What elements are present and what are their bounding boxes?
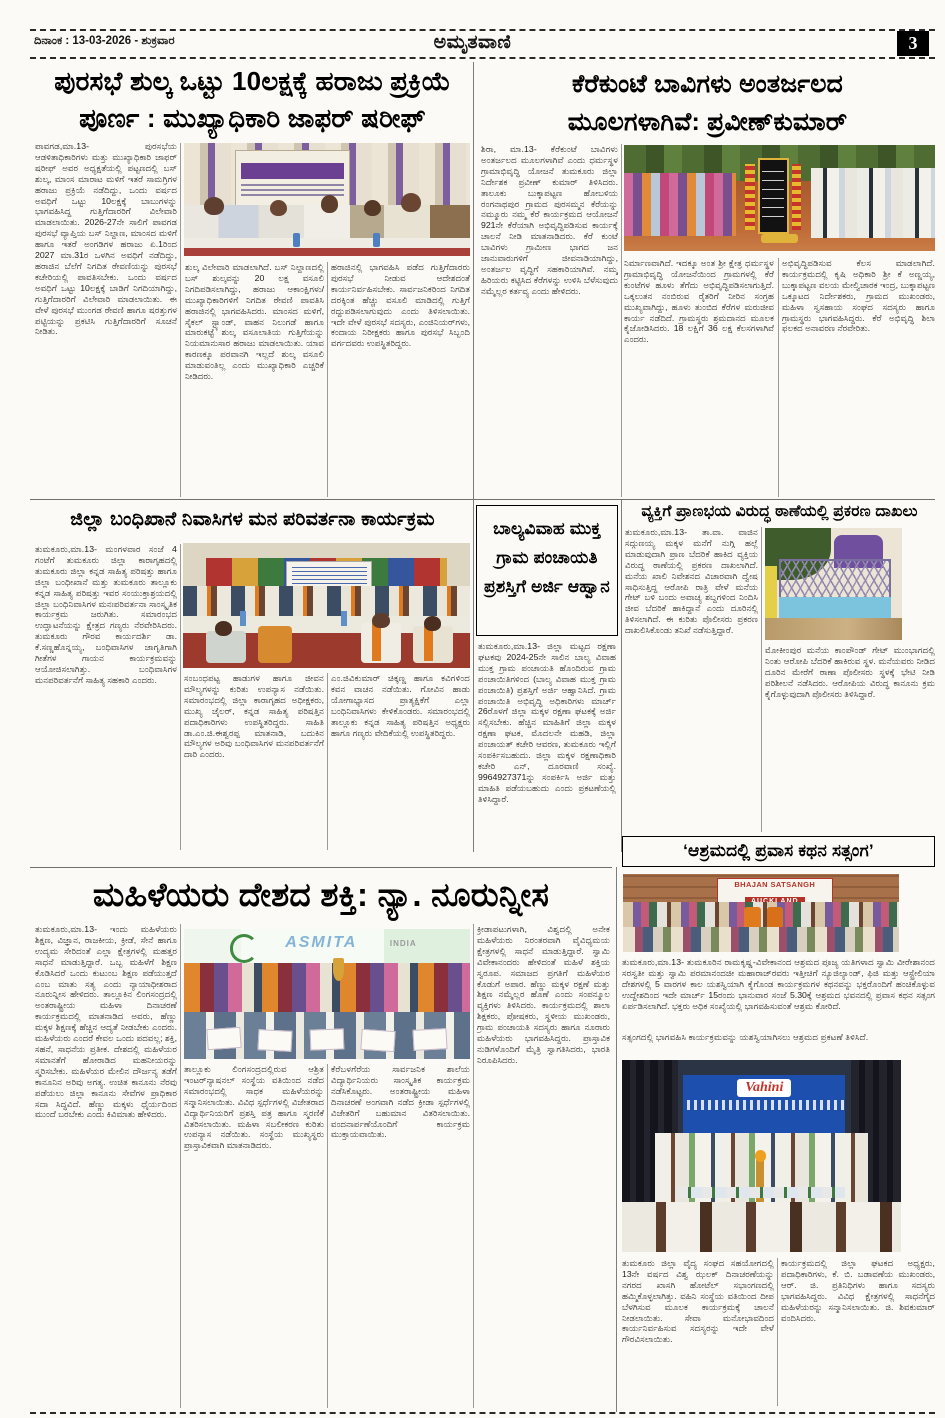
- section-divider-horizontal: [30, 499, 935, 500]
- photo-head: [321, 195, 338, 213]
- headline-wells-line1: ಕೆರೆಕುಂಟೆ ಬಾವಿಗಳು ಅಂತರ್ಜಲದ: [572, 70, 843, 98]
- photo-asmita-sub: INDIA: [389, 939, 417, 949]
- photo-lamp-flame: [755, 1150, 766, 1162]
- photo-crowd-front: [623, 927, 899, 952]
- column-rule: [327, 1064, 328, 1408]
- edition-date: ದಿನಾಂಕ : 13-03-2026 - ಶುಕ್ರವಾರ: [34, 35, 175, 47]
- photo-table: [184, 238, 470, 256]
- photo-banner: [717, 878, 833, 905]
- women-column-2: ತಾಲ್ಲೂಕು ಲಿಂಗಸಂದ್ರದಲ್ಲಿರುವ ಆಶ್ರಿತ ಇಂಟರ್‌ನ್ಯಾಷನಲ್ ಸಂಸ್ಥೆಯ ವತಿಯಿಂದ ನಡೆದ ಸಮಾರಂಭದಲ್ಲಿ ಸಾಧಕ ಮಹಿಳೆಯರನ್ನು ಸನ್ಮಾನಿಸಲಾಯಿತು. ವಿವಿಧ ಸ್ಪರ್ಧೆಗಳಲ್ಲಿ ವಿಜೇತರಾದ ವಿದ್ಯಾರ್ಥಿನಿಯರಿಗೆ ಪ್ರಶಸ್ತಿ ಪತ್ರ ಹಾಗೂ ಸ್ಮರಣಿಕೆ ವಿತರಿಸಲಾಯಿತು. ಮಹಿಳಾ ಸಬಲೀಕರಣ ಕುರಿತು ಉಪನ್ಯಾಸ ನಡೆಯಿತು. ಸಂಸ್ಥೆಯ ಮುಖ್ಯಸ್ಥರು ಪ್ರಾಸ್ತಾವಿಕವಾಗಿ ಮಾತನಾಡಿದರು.: [184, 1064, 324, 1151]
- women-column-1: ತುಮಕೂರು,ಮಾ.13- ಇಂದು ಮಹಿಳೆಯರು ಶಿಕ್ಷಣ, ವಿಜ್ಞಾನ, ರಾಜಕೀಯ, ಕ್ರೀಡೆ, ಸೇನೆ ಹಾಗೂ ಉದ್ಯಮ ಸೇರಿದಂತೆ ಎಲ್ಲಾ ಕ್ಷೇತ್ರಗಳಲ್ಲಿ ಮಹತ್ತರ ಸಾಧನೆ ಮಾಡುತ್ತಿದ್ದಾರೆ. ಒಬ್ಬ ಮಹಿಳೆಗೆ ಶಿಕ್ಷಣ ಕೊಡಿಸಿದರೆ ಒಂದು ಕುಟುಂಬ ಶಿಕ್ಷಣ ಪಡೆಯುತ್ತದೆ ಎಂಬ ಮಾತು ಸತ್ಯ ಎಂದು ನ್ಯಾಯಾಧೀಶರಾದ ನೂರುನ್ನೀಸ ಹೇಳಿದರು. ತಾಲ್ಲೂಕಿನ ಲಿಂಗಸಂದ್ರದಲ್ಲಿ ಅಂತರಾಷ್ಟ್ರೀಯ ಮಹಿಳಾ ದಿನಾಚರಣೆ ಕಾರ್ಯಕ್ರಮದಲ್ಲಿ ಮಾತನಾಡಿದ ಅವರು, ಹೆಣ್ಣು ಮಕ್ಕಳ ಶಿಕ್ಷಣಕ್ಕೆ ಹೆಚ್ಚಿನ ಆದ್ಯತೆ ನೀಡಬೇಕು ಎಂದರು. ಮಹಿಳೆಯರು ಎಂದರೆ ಕೇವಲ ಒಂದು ಪದವಲ್ಲ; ಶಕ್ತಿ, ಸಹನೆ, ಸಾಧನೆಯ ಪ್ರತೀಕ. ದೇಶದಲ್ಲಿ ಮಹಿಳೆಯರ ಸಮಾನತೆಗೆ ಹೋರಾಡಿದ ಮಹನೀಯರನ್ನು ಸ್ಮರಿಸಬೇಕು. ಮಹಿಳೆಯರ ಮೇಲಿನ ದೌರ್ಜನ್ಯ ತಡೆಗೆ ಕಾನೂನಿನ ಅರಿವು ಅಗತ್ಯ. ಉಚಿತ ಕಾನೂನು ನೆರವು ಪಡೆಯಲು ಜಿಲ್ಲಾ ಕಾನೂನು ಸೇವೆಗಳ ಪ್ರಾಧಿಕಾರ ಸದಾ ಸಿದ್ಧವಿದೆ. ಹೆಣ್ಣು ಮಕ್ಕಳು ಧೈರ್ಯದಿಂದ ಮುಂದೆ ಬರಬೇಕು ಎಂದು ಕಿವಿಮಾತು ಹೇಳಿದರು.: [35, 924, 177, 1120]
- photo-banner-strip: [241, 163, 344, 179]
- column-rule: [180, 924, 181, 1408]
- page-number-badge: [897, 31, 929, 56]
- auction-meeting-photo: [184, 143, 470, 256]
- photo-front-men: [622, 1202, 901, 1252]
- satsang-intro: ತುಮಕೂರು,ಮಾ.13- ತುಮಕೂರಿನ ರಾಮಕೃಷ್ಣ-ವಿವೇಕಾನಂದ ಆಶ್ರಮದ ಪೂಜ್ಯ ಯತಿಗಳಾದ ಸ್ವಾಮಿ ವೀರೇಶಾನಂದ ಸರಸ್ವತೀ ಮತ್ತು ಸ್ವಾಮಿ ಪರಮಾನಂದಜೀ ಮಹಾರಾಜ್‌ರವರು ಇತ್ತೀಚಿಗೆ ನ್ಯೂಜಿಲ್ಯಾಂಡ್, ಫಿಜಿ ಮತ್ತು ಆಸ್ಟ್ರೇಲಿಯಾ ದೇಶಗಳಲ್ಲಿ 5 ವಾರಗಳ ಕಾಲ ಯಶಸ್ವಿಯಾಗಿ ಕೈಗೊಂಡ ಕಾರ್ಯಕ್ರಮಗಳ ಕಥನವನ್ನು ಭಕ್ತರೊಂದಿಗೆ ಹಂಚಿಕೊಳ್ಳುವ ಉದ್ದೇಶದಿಂದ ಇದೇ ಮಾರ್ಚ್ 15ರಂದು ಭಾನುವಾರ ಸಂಜೆ 5.30ಕ್ಕೆ ಆಶ್ರಮದ ಭವನದಲ್ಲಿ ಪ್ರವಾಸ ಕಥನ ಸತ್ಸಂಗ ಏರ್ಪಡಿಸಲಾಗಿದೆ. ಭಕ್ತರು ಅಧಿಕ ಸಂಖ್ಯೆಯಲ್ಲಿ ಭಾಗವಹಿಸುವಂತೆ ಆಶ್ರಮ ಕೋರಿದೆ.: [622, 957, 935, 1011]
- satsang-note: ಸತ್ಸಂಗದಲ್ಲಿ ಭಾಗವಹಿಸಿ ಕಾರ್ಯಕ್ರಮವನ್ನು ಯಶಸ್ವಿಯಾಗಿಸಲು ಆಶ್ರಮದ ಪ್ರಕಟಣೆ ತಿಳಿಸಿದೆ.: [622, 1032, 869, 1042]
- photo-garland-left: [745, 164, 754, 230]
- photo-garland-right: [792, 164, 801, 230]
- photo-seated-inmate: [361, 623, 401, 663]
- headline-wells-line2: ಮೂಲಗಳಾಗಿವೆ: ಪ್ರವೀಣ್‌ಕುಮಾರ್: [567, 108, 848, 136]
- photo-men-group: [811, 168, 935, 238]
- case-column-2: ಮೋಕೀಂಪುರ ಮನೆಯ ಕಾಂಪೌಂಡ್ ಗೇಟ್ ಮುಂಭಾಗದಲ್ಲಿ ನಿಂತು ಆರೋಪಿ ಬೆದರಿಕೆ ಹಾಕಿರುವ ಸ್ಥಳ. ಮನೆಯವರು ನೀಡಿದ ದೂರಿನ ಮೇರೆಗೆ ಠಾಣಾ ಪೊಲೀಸರು ಸ್ಥಳಕ್ಕೆ ಭೇಟಿ ನೀಡಿ ಪರಿಶೀಲನೆ ನಡೆಸಿದರು. ಆರೋಪಿಯ ವಿರುದ್ಧ ಕಾನೂನು ಕ್ರಮ ಕೈಗೊಳ್ಳುವುದಾಗಿ ಪೊಲೀಸರು ತಿಳಿಸಿದ್ದಾರೆ.: [765, 645, 935, 699]
- photo-plaque-text-lines: [762, 168, 784, 221]
- photo-head: [372, 613, 389, 628]
- photo-seated-inmate: [258, 626, 292, 664]
- case-column-1: ತುಮಕೂರು,ಮಾ.13- ತಾ.ವಾ. ವಾಜಿನ ಸದ್ಗುಣಯ್ಯ ಮಕ್ಕಳ ಮನೆಗೆ ನುಗ್ಗಿ ಹಲ್ಲೆ ಮಾಡುವುದಾಗಿ ಪ್ರಾಣ ಬೆದರಿಕೆ ಹಾಕಿದ ವ್ಯಕ್ತಿಯ ವಿರುದ್ಧ ಠಾಣೆಯಲ್ಲಿ ಪ್ರಕರಣ ದಾಖಲಾಗಿದೆ. ಮನೆಯ ಖಾಲಿ ನಿವೇಶನದ ವಿಚಾರವಾಗಿ ದ್ವೇಷ ಸಾಧಿಸುತ್ತಿದ್ದ ಆರೋಪಿ ರಾತ್ರಿ ವೇಳೆ ಮನೆಯ ಗೇಟ್ ಬಳಿ ಬಂದು ಅವಾಚ್ಯ ಶಬ್ದಗಳಿಂದ ನಿಂದಿಸಿ ಜೀವ ಬೆದರಿಕೆ ಹಾಕಿದ್ದಾನೆ ಎಂದು ದೂರಿನಲ್ಲಿ ತಿಳಿಸಲಾಗಿದೆ. ಈ ಕುರಿತು ಪೊಲೀಸರು ಪ್ರಕರಣ ದಾಖಲಿಸಿಕೊಂಡು ತನಿಖೆ ನಡೆಸುತ್ತಿದ್ದಾರೆ.: [625, 527, 758, 636]
- women-column-4: ಕ್ರೀಡಾಪಟುಗಳಾಗಿ, ವಿಶ್ವದಲ್ಲಿ ಅನೇಕ ಮಹಿಳೆಯರು ನಿರಂತರವಾಗಿ ವೈವಿಧ್ಯಮಯ ಕ್ಷೇತ್ರಗಳಲ್ಲಿ ಸಾಧನೆ ಮಾಡುತ್ತಿದ್ದಾರೆ. ಸ್ವಾಮಿ ವಿವೇಕಾನಂದರು ಹೇಳಿದಂತೆ ಮಹಿಳೆ ಶಕ್ತಿಯ ಸ್ವರೂಪ. ಸಮಾಜದ ಪ್ರಗತಿಗೆ ಮಹಿಳೆಯರ ಕೊಡುಗೆ ಅಪಾರ. ಹೆಣ್ಣು ಮಕ್ಕಳ ರಕ್ಷಣೆ ಮತ್ತು ಶಿಕ್ಷಣ ನಮ್ಮೆಲ್ಲರ ಹೊಣೆ ಎಂದು ಸಂಪನ್ಮೂಲ ವ್ಯಕ್ತಿಗಳು ತಿಳಿಸಿದರು. ಕಾರ್ಯಕ್ರಮದಲ್ಲಿ ಶಾಲಾ ಶಿಕ್ಷಕರು, ಪೋಷಕರು, ಸ್ಥಳೀಯ ಮುಖಂಡರು, ಗ್ರಾಮ ಪಂಚಾಯತಿ ಸದಸ್ಯರು ಹಾಗೂ ನೂರಾರು ಮಹಿಳೆಯರು ಭಾಗವಹಿಸಿದ್ದರು. ಪ್ರಾಸ್ತಾವಿಕ ನುಡಿಗಳೊಂದಿಗೆ ಮೈತ್ರಿ ಸ್ವಾಗತಿಸಿದರು, ಭಾರತಿ ನಿರೂಪಿಸಿದರು.: [477, 924, 610, 1065]
- photo-banner-lines: [292, 567, 367, 587]
- wells-column-3: ಅಭಿವೃದ್ಧಿಪಡಿಸುವ ಕೆಲಸ ಮಾಡಲಾಗಿದೆ. ಕಾರ್ಯಕ್ರಮದಲ್ಲಿ ಕೃಷಿ ಅಧಿಕಾರಿ ಶ್ರೀ ಕೆ ಅಣ್ಣಯ್ಯ, ಬುಕ್ಕಾಪಟ್ಟಣ ವಲಯ ಮೇಲ್ವಿಚಾರಕ ಇಂದ್ರ, ಬುಕ್ಕಾಪಟ್ಟಣ ಒಕ್ಕೂಟದ ನಿರ್ದೇಶಕರು, ಗ್ರಾಮದ ಮುಖಂಡರು, ಮಹಿಳಾ ಸ್ವಸಹಾಯ ಸಂಘದ ಸದಸ್ಯರು ಹಾಗೂ ಗ್ರಾಮಸ್ಥರು ಭಾಗವಹಿಸಿದ್ದರು. ಕೆರೆ ಅಭಿವೃದ್ಧಿ ಶಿಲಾ ಫಲಕದ ಅನಾವರಣ ನೆರವೇರಿತು.: [782, 258, 935, 334]
- photo-certificate: [309, 1029, 344, 1051]
- photo-head: [424, 616, 441, 631]
- satsang-column-2: ಕಾರ್ಯಕ್ರಮದಲ್ಲಿ ಜಿಲ್ಲಾ ಘಟಕದ ಅಧ್ಯಕ್ಷರು, ಪದಾಧಿಕಾರಿಗಳು, ಕೆ. ಬಿ. ಬಡಾವಣೆಯ ಮುಖಂಡರು, ಆರ್. ಜಿ. ಪ್ರತಿನಿಧಿಗಳು ಹಾಗೂ ಸದಸ್ಯರು ಭಾಗವಹಿಸಿದ್ದರು. ವಿವಿಧ ಕ್ಷೇತ್ರಗಳಲ್ಲಿ ಸಾಧನೆಗೈದ ಮಹಿಳೆಯರನ್ನು ಸನ್ಮಾನಿಸಲಾಯಿತು. ಜಿ. ಶಿವಕುಮಾರ್ ವಂದಿಸಿದರು.: [781, 1258, 935, 1323]
- section-divider-vertical: [473, 62, 474, 852]
- photo-certificate: [206, 1027, 242, 1050]
- auction-column-1: ಪಾವಗಡ,ಮಾ.13- ಪುರಸಭೆಯ ಆಡಳಿತಾಧಿಕಾರಿಗಳು ಮತ್ತು ಮುಖ್ಯಾಧಿಕಾರಿ ಜಾಫರ್ ಷರೀಫ್ ಅವರ ಅಧ್ಯಕ್ಷತೆಯಲ್ಲಿ ಪಟ್ಟಣದಲ್ಲಿ ಬಸ್ ಶುಲ್ಕ, ಮಾಂಸ ಮಾರಾಟ ಮಳಿಗೆ ಇತರೆ ಸಾಮಗ್ರಿಗಳ ಹರಾಜು ಪ್ರಕ್ರಿಯೆ ನಡೆದಿದ್ದು, ಒಂದು ವರ್ಷದ ಅವಧಿಗೆ ಒಟ್ಟು 10ಲಕ್ಷಕ್ಕೆ ಬಾಬುಗಳನ್ನು ಭಾಗವಹಿಸಿದ್ದ ಗುತ್ತಿಗೆದಾರರಿಗೆ ವಿಲೇವಾರಿ ಮಾಡಲಾಯಿತು. 2026-27ನೇ ಸಾಲಿಗೆ ಪಾವಗಡ ಪುರಸಭೆ ವ್ಯಾಪ್ತಿಯ ಬಸ್ ನಿಲ್ದಾಣ, ಮಾಂಸದ ಮಳಿಗೆ ಹಾಗೂ ಇತರೆ ಅಂಗಡಿಗಳ ಹರಾಜು ಏ.1ರಿಂದ 2027 ಮಾ.31ರ ಒಳಗಿನ ಅವಧಿಗೆ ನಡೆದಿದ್ದು, ಹರಾಜಿನ ಬೆಲೆಗೆ ನಿಗದಿತ ಠೇವಣಿಯನ್ನು ಪುರಸಭೆ ಕಚೇರಿಯಲ್ಲಿ ಪಾವತಿಸಬೇಕು. ಒಂದು ವರ್ಷದ ಅವಧಿಗೆ ಒಟ್ಟು 10ಲಕ್ಷಕ್ಕೆ ಬಾಡಿಗೆ ನಿಗದಿಯಾಗಿದ್ದು, ಗುತ್ತಿಗೆದಾರರಿಗೆ ವಿಲೇವಾರಿ ಮಾಡಲಾಯಿತು. ಈ ವೇಳೆ ಪುರಸಭೆ ಮುಂಗಡ ಠೇವಣಿ ಹಾಗೂ ಷರತ್ತುಗಳ ಪಟ್ಟಿಯನ್ನು ಪ್ರಕಟಿಸಿ ಗುತ್ತಿಗೆದಾರರಿಗೆ ಸೂಚನೆ ನೀಡಿತು.: [35, 141, 177, 337]
- auction-column-2: ಶುಲ್ಕ ವಿಲೇವಾರಿ ಮಾಡಲಾಗಿದೆ. ಬಸ್ ನಿಲ್ದಾಣದಲ್ಲಿ ಬಸ್ ಶುಲ್ಕವನ್ನು 20 ಲಕ್ಷ ವಸೂಲಿ ನಿಗದಿಪಡಿಸಲಾಗಿದ್ದು, ಹರಾಜು ಆಕಾಂಕ್ಷಿಗಳು/ ಮುಖ್ಯಾಧಿಕಾರಿಗಳಿಗೆ ನಿಗದಿತ ಠೇವಣಿ ಪಾವತಿಸಿ ಹರಾಜಿನಲ್ಲಿ ಭಾಗವಹಿಸಿದರು. ಮಾಂಸದ ಮಳಿಗೆ, ಸೈಕಲ್ ಸ್ಟ್ಯಾಂಡ್, ವಾಹನ ನಿಲುಗಡೆ ಹಾಗೂ ಮಾರುಕಟ್ಟೆ ಶುಲ್ಕ ವಸೂಲಾತಿಯ ಗುತ್ತಿಗೆಯನ್ನು ನಿಯಮಾನುಸಾರ ಹರಾಜು ಮಾಡಲಾಯಿತು. ಯಾವ ಕಾರಣಕ್ಕೂ ಪರವಾನಗಿ ಇಲ್ಲದೆ ಶುಲ್ಕ ವಸೂಲಿ ಮಾಡುವಂತಿಲ್ಲ ಎಂದು ಮುಖ್ಯಾಧಿಕಾರಿ ಎಚ್ಚರಿಕೆ ನೀಡಿದರು.: [185, 262, 324, 382]
- photo-offering: [761, 234, 798, 242]
- header-divider-bottom: [30, 57, 935, 59]
- photo-water-bottle: [341, 611, 347, 626]
- footer-divider: [30, 1412, 935, 1414]
- photo-water-bottle: [240, 611, 246, 626]
- photo-crowd-back: [623, 902, 899, 929]
- photo-head: [270, 200, 287, 217]
- section-divider-vertical: [616, 867, 617, 1412]
- photo-head: [204, 197, 224, 215]
- auction-column-3: ಹರಾಜಿನಲ್ಲಿ ಭಾಗವಹಿಸಿ ಪಡೆದ ಗುತ್ತಿಗೆದಾರರು ಪುರಸಭೆ ನೀಡುವ ಆದೇಶದಂತೆ ಕಾರ್ಯನಿರ್ವಹಿಸಬೇಕು. ಸಾರ್ವಜನಿಕರಿಂದ ನಿಗದಿತ ದರಕ್ಕಿಂತ ಹೆಚ್ಚು ವಸೂಲಿ ಮಾಡಿದಲ್ಲಿ ಗುತ್ತಿಗೆ ರದ್ದುಪಡಿಸಲಾಗುವುದು ಎಂದು ತಿಳಿಸಲಾಯಿತು. ಇದೇ ವೇಳೆ ಪುರಸಭೆ ಸದಸ್ಯರು, ಎಂಜಿನಿಯರ್‌ಗಳು, ಕಂದಾಯ ನಿರೀಕ್ಷಕರು ಹಾಗೂ ಪುರಸಭೆ ಸಿಬ್ಬಂದಿ ವರ್ಗದವರು ಉಪಸ್ಥಿತರಿದ್ದರು.: [331, 262, 470, 349]
- column-rule: [778, 258, 779, 497]
- photo-trophy: [333, 958, 344, 981]
- section-divider-horizontal: [30, 867, 612, 868]
- prison-column-1: ತುಮಕೂರು,ಮಾ.13- ಮಂಗಳವಾರ ಸಂಜೆ 4 ಗಂಟೆಗೆ ತುಮಕೂರು ಜಿಲ್ಲಾ ಕಾರಾಗೃಹದಲ್ಲಿ ತುಮಕೂರು ಜಿಲ್ಲಾ ಕನ್ನಡ ಸಾಹಿತ್ಯ ಪರಿಷತ್ತು ಹಾಗೂ ಜಿಲ್ಲಾ ಬಂಧೀಖಾನೆ ಮತ್ತು ತುಮಕೂರು ತಾಲ್ಲೂಕು ಕನ್ನಡ ಸಾಹಿತ್ಯ ಪರಿಷತ್ತು ಇವರ ಸಂಯುಕ್ತಾಶ್ರಯದಲ್ಲಿ ಜಿಲ್ಲಾ ಬಂಧಿನಿವಾಸಿಗಳ ಮನಃಪರಿವರ್ತನಾ ಸಾಂಸ್ಕೃತಿಕ ಕಾರ್ಯಕ್ರಮ ಜರುಗಿತು. ಸಮಾರಂಭದ ಉದ್ಘಾಟನೆಯನ್ನು ಕ್ಷೇತ್ರದ ಗಣ್ಯರು ನೆರವೇರಿಸಿದರು. ತುಮಕೂರು ಗೌರವ ಕಾರ್ಯದರ್ಶಿ ಡಾ. ಕೆ.ಸಣ್ಣಹೊನ್ನಯ್ಯ, ಬಂಧಿವಾಸಿಗಳ ಜಾಗೃತಿಗಾಗಿ ಗೀತೆಗಳ ಗಾಯನ ಕಾರ್ಯಕ್ರಮವನ್ನು ಆಯೋಜಿಸಲಾಗಿತ್ತು. ಬಂಧಿವಾಸಿಗಳ ಮನಪರಿವರ್ತನೆಗೆ ಸಾಹಿತ್ಯ ಸಹಕಾರಿ ಎಂದರು.: [35, 544, 177, 685]
- photo-banner-text-1: BHAJAN SATSANGH: [734, 879, 816, 889]
- award-notice-box: [476, 505, 618, 636]
- plaque-inauguration-photo: [624, 145, 935, 251]
- column-rule: [761, 527, 762, 832]
- photo-backdrop-swoosh: [230, 934, 259, 963]
- page-number: 3: [908, 33, 918, 53]
- photo-certificate: [412, 1028, 447, 1051]
- column-rule: [777, 1258, 778, 1406]
- photo-scarf: [424, 626, 433, 661]
- photo-banner-smalltext: [683, 1100, 845, 1110]
- prison-column-2: ಸಂಬಂಧಪಟ್ಟ ಹಾಡುಗಳ ಹಾಗೂ ಜೀವನ ಮೌಲ್ಯಗಳನ್ನು ಕುರಿತು ಉಪನ್ಯಾಸ ನಡೆಯಿತು. ಸಮಾರಂಭದಲ್ಲಿ ಜಿಲ್ಲಾ ಕಾರಾಗೃಹದ ಅಧೀಕ್ಷಕರು, ಮುಖ್ಯ ಜೈಲರ್, ಕನ್ನಡ ಸಾಹಿತ್ಯ ಪರಿಷತ್ತಿನ ಪದಾಧಿಕಾರಿಗಳು ಉಪಸ್ಥಿತರಿದ್ದರು. ಸಾಹಿತಿ ಡಾ.ಎಂ.ಜಿ.ಈಶ್ವರಪ್ಪ ಮಾತನಾಡಿ, ಬದುಕಿನ ಮೌಲ್ಯಗಳ ಅರಿವು ಬಂಧಿವಾಸಿಗಳ ಮನಪರಿವರ್ತನೆಗೆ ದಾರಿ ಎಂದರು.: [184, 673, 324, 760]
- photo-certificate: [361, 1029, 397, 1052]
- section-divider-vertical: [621, 500, 622, 852]
- photo-vahini-logo: Vahini: [737, 1079, 791, 1097]
- photo-dignitaries-row: [183, 586, 470, 619]
- satsang-group-photo: [623, 874, 899, 952]
- column-rule: [473, 924, 474, 1408]
- photo-table-bottles: [678, 1187, 845, 1199]
- house-gate-photo: [765, 528, 902, 640]
- header-divider-top: [30, 29, 935, 31]
- masthead: ಅಮೃತವಾಣಿ: [433, 32, 512, 53]
- column-rule: [327, 262, 328, 497]
- photo-water-bottle: [373, 233, 380, 247]
- headline-award: ಬಾಲ್ಯವಿವಾಹ ಮುಕ್ತ ಗ್ರಾಮ ಪಂಚಾಯತಿ ಪ್ರಶಸ್ತಿಗೆ ಅರ್ಜಿ ಆಹ್ವಾನ: [484, 519, 610, 596]
- photo-scarf: [372, 623, 381, 661]
- photo-blue-banner: [683, 1075, 845, 1140]
- wells-column-2: ನಿರ್ಮಾಣವಾಗಿದೆ. ಇದಕ್ಕೂ ಅಂತ ಶ್ರೀ ಕ್ಷೇತ್ರ ಧರ್ಮಸ್ಥಳ ಗ್ರಾಮಾಭಿವೃದ್ಧಿ ಯೋಜನೆಯಿಂದ ಗ್ರಾಮಗಳಲ್ಲಿ ಕೆರೆ ಕುಂಟೆಗಳ ಹೂಳು ತೆಗೆದು ಅಭಿವೃದ್ಧಿಪಡಿಸಲಾಗುತ್ತಿದೆ. ಒಕ್ಕಲುತನ ನಂಬಿರುವ ರೈತರಿಗೆ ನೀರಿನ ಸಂಗ್ರಹ ಮುಖ್ಯವಾಗಿದ್ದು, ಹೂಳು ತುಂಬಿದ ಕೆರೆಗಳ ಮರುಜೀವ ಕಾರ್ಯ ನಡೆದಿದೆ. ಗ್ರಾಮಸ್ಥರು ಶ್ರಮದಾನದ ಮೂಲಕ ಕೈಜೋಡಿಸಿದರು. 18 ಲಕ್ಷಿಗೆ 36 ಲಕ್ಷ ಕೆಲಸಗಳಾಗಿವೆ ಎಂದರು.: [624, 258, 774, 345]
- headline-auction-line2: ಪೂರ್ಣ : ಮುಖ್ಯಾಧಿಕಾರಿ ಜಾಫರ್ ಷರೀಫ್: [79, 103, 426, 133]
- wells-column-1: ಶಿರಾ, ಮಾ.13- ಕೆರೆಕುಂಟೆ ಬಾವಿಗಳು ಅಂತರ್ಜಲದ ಮೂಲಗಳಾಗಿವೆ ಎಂದು ಧರ್ಮಸ್ಥಳ ಗ್ರಾಮಾಭಿವೃದ್ಧಿ ಯೋಜನೆ ತುಮಕೂರು ಜಿಲ್ಲಾ ನಿರ್ದೇಶಕ ಪ್ರವೀಣ್ ಕುಮಾರ್ ತಿಳಿಸಿದರು. ತಾಲೂಕು ಬುಕ್ಕಾಪಟ್ಟಣ ಹೋಬಳಿಯ ರಂಗನಾಥಪುರ ಗ್ರಾಮದ ಪುರಸಮ್ಮನ ಕೆರೆಯನ್ನು ನಮ್ಮೂರು ನಮ್ಮ ಕೆರೆ ಕಾರ್ಯಕ್ರಮದ ಆಯೋಜನೆ 921ನೇ ಕೆರೆಯಾಗಿ ಅಭಿವೃದ್ಧಿಪಡಿಸುವ ಕಾರ್ಯಕ್ಕೆ ಚಾಲನೆ ನೀಡಿ ಮಾತನಾಡಿದರು. ಕೆರೆ ಕುಂಟೆ ಬಾವಿಗಳು ಗ್ರಾಮೀಣ ಭಾಗದ ಜನ ಜಾನುವಾರುಗಳಿಗೆ ಜೀವನಾಡಿಯಾಗಿದ್ದು, ಅಂತರ್ಜಲ ವೃದ್ಧಿಗೆ ಸಹಕಾರಿಯಾಗಿವೆ. ನಮ್ಮ ಹಿರಿಯರು ಕಟ್ಟಿಸಿದ ಕೆರೆಗಳನ್ನು ಉಳಿಸಿ ಬೆಳೆಸುವುದು ನಮ್ಮೆಲ್ಲರ ಕರ್ತವ್ಯ ಎಂದು ಹೇಳಿದರು.: [481, 144, 618, 296]
- headline-satsang: ‘ಆಶ್ರಮದಲ್ಲಿ ಪ್ರವಾಸ ಕಥನ ಸತ್ಸಂಗ’: [622, 836, 935, 867]
- prison-program-photo: [183, 543, 470, 668]
- photo-head: [215, 621, 232, 636]
- photo-saree-group: [624, 173, 736, 237]
- photo-certificate: [258, 1030, 293, 1053]
- column-rule: [180, 544, 181, 850]
- headline-women: ಮಹಿಳೆಯರು ದೇಶದ ಶಕ್ತಿ: ನ್ಯಾ. ನೂರುನ್ನೀಸ: [92, 876, 550, 913]
- column-rule: [621, 144, 622, 497]
- headline-prison: ಜಿಲ್ಲಾ ಬಂಧಿಖಾನೆ ನಿವಾಸಿಗಳ ಮನ ಪರಿವರ್ತನಾ ಕಾರ್ಯಕ್ರಮ: [70, 509, 435, 530]
- women-felicitation-photo: [184, 929, 470, 1059]
- photo-asmita-brand: ASMITA: [285, 934, 358, 952]
- satsang-column-1: ತುಮಕೂರು ಜಿಲ್ಲಾ ವೈದ್ಯ ಸಂಘದ ಸಹಯೋಗದಲ್ಲಿ 13ನೇ ವರ್ಷದ ವಿಶ್ವ ಝಲಕ್ ದಿನಾಚರಣೆಯನ್ನು ನಗರದ ಖಾಸಗಿ ಹೋಟೆಲ್ ಸಭಾಂಗಣದಲ್ಲಿ ಹಮ್ಮಿಕೊಳ್ಳಲಾಗಿತ್ತು. ವಹಿನಿ ಸಂಸ್ಥೆಯ ವತಿಯಿಂದ ದೀಪ ಬೆಳಗಿಸುವ ಮೂಲಕ ಕಾರ್ಯಕ್ರಮಕ್ಕೆ ಚಾಲನೆ ನೀಡಲಾಯಿತು. ಸೇವಾ ಮನೋಭಾವದಿಂದ ಕಾರ್ಯನಿರ್ವಹಿಸುವ ಸದಸ್ಯರನ್ನು ಇದೇ ವೇಳೆ ಗೌರವಿಸಲಾಯಿತು.: [622, 1258, 774, 1345]
- photo-head: [401, 193, 421, 212]
- headline-auction-line1: ಪುರಸಭೆ ಶುಲ್ಕ ಒಟ್ಟು 10ಲಕ್ಷಕ್ಕೆ ಹರಾಜು ಪ್ರಕ್ರಿಯೆ: [54, 66, 451, 96]
- column-rule: [180, 143, 181, 497]
- photo-ground: [765, 618, 902, 640]
- women-column-3: ಕೆರೆಬಳಗೆರೆಯ ಸಾರ್ವಜನಿಕ ಶಾಲೆಯ ವಿದ್ಯಾರ್ಥಿನಿಯರು ಸಾಂಸ್ಕೃತಿಕ ಕಾರ್ಯಕ್ರಮ ನಡೆಸಿಕೊಟ್ಟರು. ಅಂತರಾಷ್ಟ್ರೀಯ ಮಹಿಳಾ ದಿನಾಚರಣೆ ಅಂಗವಾಗಿ ನಡೆದ ಕ್ರೀಡಾ ಸ್ಪರ್ಧೆಗಳಲ್ಲಿ ವಿಜೇತರಿಗೆ ಬಹುಮಾನ ವಿತರಿಸಲಾಯಿತು. ವಂದನಾರ್ಪಣೆಯೊಂದಿಗೆ ಕಾರ್ಯಕ್ರಮ ಮುಕ್ತಾಯವಾಯಿತು.: [331, 1064, 470, 1140]
- prison-column-3: ಎಂ.ಜಿವಿಕುಮಾರ್ ಚಿಕ್ಕಣ್ಣ ಹಾಗೂ ಕವಿಗಳಿಂದ ಕವನ ವಾಚನ ನಡೆಯಿತು. ಗೋವಿನ ಹಾಡು ಯೋಗಾಭ್ಯಾಸದ ಪ್ರಾತ್ಯಕ್ಷಿಕೆಗೆ ಎಲ್ಲಾ ಬಂಧಿನಿವಾಸಿಗಳು ಕೇಳಿಕೊಂಡರು. ಸಮಾರಂಭದಲ್ಲಿ ತಾಲ್ಲೂಕು ಕನ್ನಡ ಸಾಹಿತ್ಯ ಪರಿಷತ್ತಿನ ಅಧ್ಯಕ್ಷರು ಹಾಗೂ ಗಣ್ಯರು ವೇದಿಕೆಯಲ್ಲಿ ಉಪಸ್ಥಿತರಿದ್ದರು.: [331, 673, 470, 738]
- award-body: ತುಮಕೂರು,ಮಾ.13- ಜಿಲ್ಲಾ ಮಟ್ಟದ ರಕ್ಷಣಾ ಘಟಕವು 2024-25ನೇ ಸಾಲಿನ ಬಾಲ್ಯ ವಿವಾಹ ಮುಕ್ತ ಗ್ರಾಮ ಪಂಚಾಯತಿ ಹೊಂದಿರುವ ಗ್ರಾಮ ಪಂಚಾಯಿತಿಗಳಿಂದ (ಬಾಲ್ಯ ವಿವಾಹ ಮುಕ್ತ ಗ್ರಾಮ ಪಂಚಾಯಿತಿ) ಪ್ರಶಸ್ತಿಗೆ ಅರ್ಜಿ ಆಹ್ವಾನಿಸಿದೆ. ಗ್ರಾಮ ಪಂಚಾಯಿತಿ ಅಭಿವೃದ್ಧಿ ಅಧಿಕಾರಿಗಳು ಮಾರ್ಚ್ 26ರೊಳಗೆ ಜಿಲ್ಲಾ ಮಕ್ಕಳ ರಕ್ಷಣಾ ಘಟಕಕ್ಕೆ ಅರ್ಜಿ ಸಲ್ಲಿಸಬೇಕು. ಹೆಚ್ಚಿನ ಮಾಹಿತಿಗೆ ಜಿಲ್ಲಾ ಮಕ್ಕಳ ರಕ್ಷಣಾ ಘಟಕ, ಮೊದಲನೇ ಮಹಡಿ, ಜಿಲ್ಲಾ ಪಂಚಾಯತ್ ಕಚೇರಿ ಆವರಣ, ತುಮಕೂರು ಇಲ್ಲಿಗೆ ಸಂಪರ್ಕಿಸಬಹುದು. ಜಿಲ್ಲಾ ಮಕ್ಕಳ ರಕ್ಷಣಾಧಿಕಾರಿ ಕಚೇರಿ ಎನ್, ದೂರವಾಣಿ ಸಂಖ್ಯೆ. 9964927371ನ್ನು ಸಂಪರ್ಕಿಸಿ ಅರ್ಜಿ ಮತ್ತು ಮಾಹಿತಿ ಪಡೆಯಬಹುದು ಎಂದು ಪ್ರಕಟಣೆಯಲ್ಲಿ ತಿಳಿಸಿದ್ದಾರೆ.: [478, 641, 616, 804]
- column-rule: [327, 673, 328, 850]
- photo-blue-wall: [779, 597, 891, 617]
- headline-case: ವ್ಯಕ್ತಿಗೆ ಪ್ರಾಣಭಯ ವಿರುದ್ಧ ಠಾಣೆಯಲ್ಲಿ ಪ್ರಕರಣ ದಾಖಲು: [641, 503, 918, 520]
- photo-water-bottle: [293, 233, 300, 247]
- vahini-event-photo: [622, 1060, 901, 1252]
